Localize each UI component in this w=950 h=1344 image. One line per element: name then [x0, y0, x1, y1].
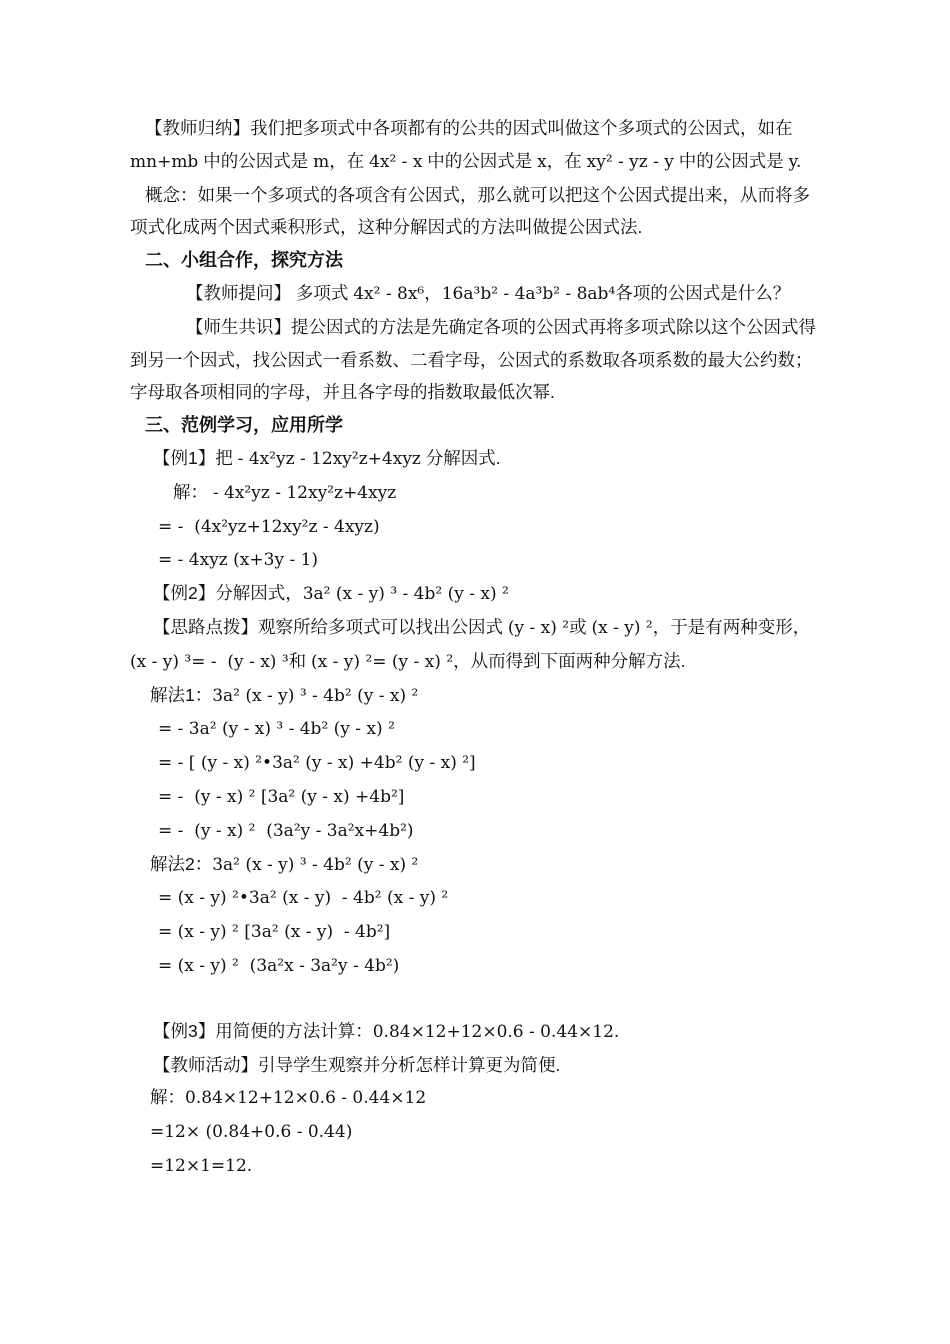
- text-run: 【教师活动】引导学生观察并分析怎样计算更为简便.: [153, 1054, 561, 1075]
- method-2-step-2: [130, 915, 832, 949]
- text-run: 4x² - x: [369, 151, 423, 172]
- example-2-statement: [130, 577, 832, 611]
- text-run: ，从而得到下面两种分解方法.: [453, 650, 686, 671]
- text-run: 0.84×12+12×0.6 - 0.44×12: [185, 1088, 427, 1109]
- text-run: ，在: [329, 150, 370, 171]
- text-run: 到另一个因式，找公因式一看系数、二看字母，公因式的系数取各项系数的最大公约数；: [130, 349, 813, 370]
- section-3-heading: [130, 409, 832, 442]
- text-run: 解法2：: [150, 853, 213, 874]
- text-run: x: [537, 151, 547, 172]
- text-run: 中的公因式是: [422, 150, 538, 171]
- method-2-step-1: [130, 881, 832, 915]
- consensus-line-2: [130, 344, 832, 377]
- text-run: 和: [288, 650, 312, 671]
- text-run: 【师生共识】提公因式的方法是先确定各项的公因式再将多项式除以这个公因式得: [186, 316, 816, 337]
- text-run: (x - y) ²= (y - x) ²: [311, 651, 454, 672]
- text-run: (y - x) ²: [507, 617, 570, 638]
- method-1-step-2: [130, 746, 832, 780]
- text-run: 中的公因式是: [198, 150, 314, 171]
- teacher-activity-line: [130, 1049, 832, 1082]
- method-1-start: [130, 679, 832, 713]
- text-run: 二、小组合作，探究方法: [145, 250, 343, 271]
- text-run: xy² - yz - y: [586, 151, 674, 172]
- method-1-step-3: [130, 780, 832, 814]
- text-run: 【例2】分解因式，: [153, 583, 303, 604]
- text-run: = (x - y) ²•3a² (x - y) - 4b² (x - y) ²: [158, 888, 449, 909]
- method-2-start: [130, 848, 832, 882]
- hint-line-2: [130, 645, 832, 679]
- text-run: 4x² - 8x⁶: [353, 283, 425, 304]
- text-run: ，: [424, 282, 442, 303]
- example-1-statement: [130, 442, 832, 476]
- text-run: =12×1=12.: [150, 1155, 253, 1176]
- text-run: 中的公因式是: [673, 150, 789, 171]
- text-run: = - (y - x) ² [3a² (y - x) +4b²]: [158, 786, 405, 807]
- text-run: mn+mb: [130, 151, 199, 172]
- text-run: = - 4xyz (x+3y - 1): [158, 550, 319, 571]
- text-run: 【教师归纳】我们把多项式中各项都有的公共的因式叫做这个多项式的公因式，如在: [145, 118, 793, 138]
- text-run: 项式化成两个因式乘积形式，这种分解因式的方法叫做提公因式法.: [130, 217, 643, 238]
- text-run: 解：: [150, 1087, 185, 1108]
- text-run: 【例1】把: [153, 447, 238, 468]
- concept-line-1: [130, 179, 832, 212]
- teacher-summary-line-2: [130, 145, 832, 179]
- text-run: 【例3】用简便的方法计算：: [153, 1020, 373, 1041]
- consensus-line-3: [130, 376, 832, 409]
- example-3-step-2: [130, 1149, 832, 1183]
- text-run: 或: [569, 616, 592, 637]
- text-run: = - 3a² (y - x) ³ - 4b² (y - x) ²: [158, 719, 395, 740]
- text-run: 解法1：: [150, 684, 213, 705]
- text-run: 16a³b² - 4a³b² - 8ab⁴: [441, 283, 616, 304]
- text-run: 三、范例学习，应用所学: [145, 415, 343, 436]
- text-run: - 4x²yz - 12xy²z+4xyz: [212, 482, 397, 503]
- text-run: (x - y) ²: [591, 617, 653, 638]
- text-run: 解：: [173, 481, 213, 502]
- text-run: 分解因式.: [420, 447, 501, 468]
- text-run: ，在: [546, 150, 587, 171]
- example-1-solution-start: [130, 476, 832, 510]
- text-run: y.: [788, 151, 802, 172]
- document-body: [130, 112, 832, 1183]
- text-run: m: [313, 151, 330, 172]
- text-run: = (x - y) ² [3a² (x - y) - 4b²]: [158, 922, 391, 943]
- text-run: ，于是有两种变形，: [652, 616, 811, 637]
- text-run: = (x - y) ² (3a²x - 3a²y - 4b²): [158, 955, 400, 976]
- text-run: (x - y) ³= - (y - x) ³: [130, 651, 289, 672]
- example-1-step-2: [130, 543, 832, 577]
- example-1-step-1: [130, 510, 832, 544]
- text-run: = - (4x²yz+12xy²z - 4xyz): [158, 516, 380, 537]
- text-run: = - [ (y - x) ²•3a² (y - x) +4b² (y - x) ²]: [158, 753, 476, 774]
- example-3-step-1: [130, 1115, 832, 1149]
- example-3-statement: [130, 1015, 832, 1049]
- text-run: 【教师提问】 多项式: [186, 282, 354, 303]
- text-run: 各项的公因式是什么？: [615, 282, 791, 303]
- example-3-solution-start: [130, 1081, 832, 1115]
- text-run: 0.84×12+12×0.6 - 0.44×12.: [372, 1021, 620, 1042]
- consensus-line-1: [130, 311, 832, 344]
- text-run: 3a² (x - y) ³ - 4b² (y - x) ²: [212, 854, 419, 875]
- method-1-step-4: [130, 814, 832, 848]
- concept-line-2: [130, 211, 832, 244]
- text-run: 概念：如果一个多项式的各项含有公因式，那么就可以把这个公因式提出来，从而将多: [145, 184, 810, 205]
- text-run: - 4x²yz - 12xy²z+4xyz: [237, 448, 421, 469]
- text-run: 3a² (x - y) ³ - 4b² (y - x) ²: [302, 584, 509, 605]
- text-run: 3a² (x - y) ³ - 4b² (y - x) ²: [212, 685, 419, 706]
- text-run: =12× (0.84+0.6 - 0.44): [150, 1122, 353, 1143]
- text-run: 【思路点拨】观察所给多项式可以找出公因式: [153, 616, 508, 637]
- text-run: = - (y - x) ² (3a²y - 3a²x+4b²): [158, 820, 414, 841]
- hint-line-1: [130, 611, 832, 645]
- teacher-summary-line-1: [130, 112, 832, 145]
- section-2-heading: [130, 244, 832, 277]
- text-run: 字母取各项相同的字母，并且各字母的指数取最低次幂.: [130, 382, 555, 403]
- teacher-question-line: [130, 277, 832, 311]
- method-2-step-3: [130, 949, 832, 983]
- method-1-step-1: [130, 712, 832, 746]
